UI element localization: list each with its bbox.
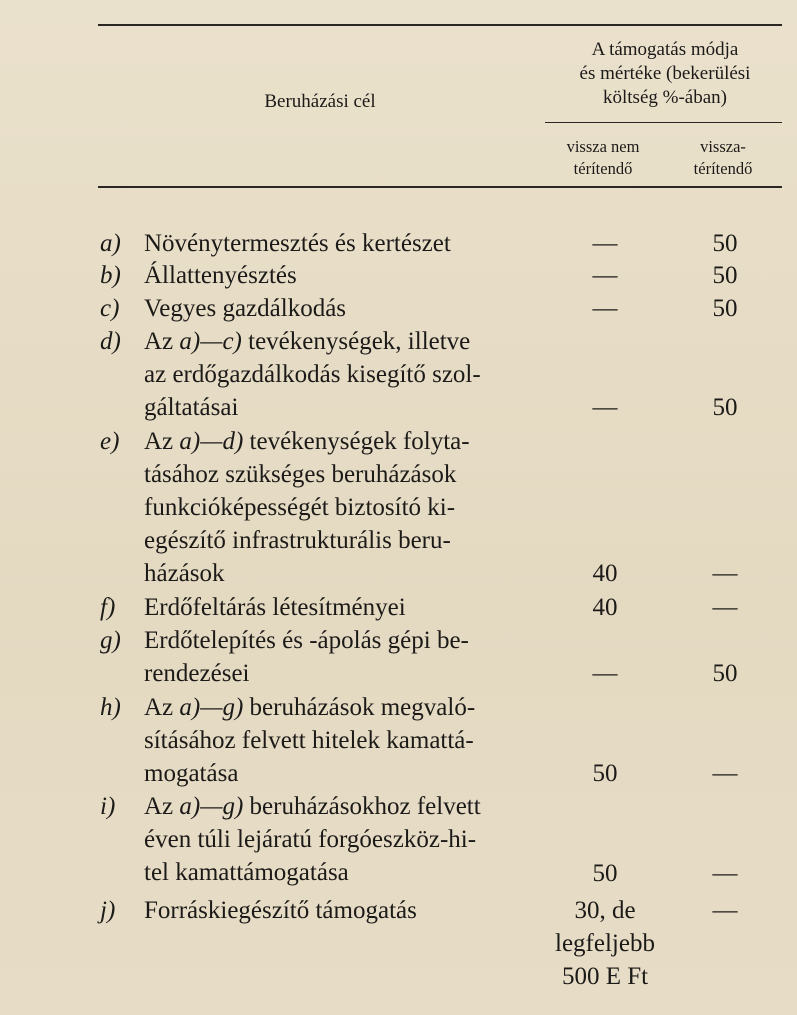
row-letter: j) — [100, 897, 116, 924]
row-text-segment: Az — [144, 694, 180, 721]
row-text-line — [100, 425, 530, 458]
header-support — [552, 38, 778, 110]
value-nonrefundable: 40 — [592, 594, 618, 621]
header-bottom-rule — [98, 186, 782, 188]
value-refundable: — — [712, 560, 738, 587]
value-nonrefundable: — — [592, 660, 618, 687]
row-letter: a) — [100, 230, 121, 257]
row-text-segment: Az — [144, 428, 180, 455]
value-nonrefundable: — — [592, 262, 618, 289]
value-refundable: 50 — [712, 394, 738, 421]
row-letter: i) — [100, 793, 116, 820]
row-text-line: egészítő infrastrukturális beru- — [144, 527, 451, 554]
row-text-line: rendezései — [144, 660, 250, 687]
row-text-segment: Az — [144, 328, 180, 355]
value-refundable: 50 — [712, 295, 738, 322]
table-row — [100, 259, 530, 292]
value-nonrefundable — [550, 894, 660, 993]
table-row — [100, 624, 530, 690]
row-text-line — [100, 790, 530, 823]
header-refundable — [668, 136, 778, 180]
value-nonrefundable: 40 — [592, 560, 618, 587]
row-text-segment: beruházások megvaló- — [243, 694, 476, 721]
row-cross-reference: a)—d) — [179, 428, 244, 455]
row-text-line: Vegyes gazdálkodás — [144, 295, 347, 322]
row-letter: d) — [100, 328, 121, 355]
row-letter: h) — [100, 694, 121, 721]
header-support-line-3: költség %-ában) — [603, 87, 727, 108]
row-cross-reference: a)—c) — [179, 328, 242, 355]
row-text-segment: beruházásokhoz felvett — [243, 793, 481, 820]
row-text-line: Forráskiegészítő támogatás — [144, 897, 417, 924]
table-row — [100, 591, 530, 624]
row-text-line: mogatása — [144, 760, 239, 787]
value-refundable: — — [712, 760, 738, 787]
value-refundable: 50 — [712, 660, 738, 687]
header-target: Beruházási cél — [264, 91, 376, 112]
value-refundable: — — [712, 594, 738, 621]
value-line: legfeljebb — [555, 930, 655, 957]
row-text-line: tel kamattámogatása — [144, 859, 349, 886]
table-row — [100, 425, 530, 590]
row-cross-reference: a)—g) — [179, 694, 244, 721]
table-row — [100, 691, 530, 790]
header-support-line-1: A támogatás módja — [591, 39, 739, 60]
table-row — [100, 325, 530, 424]
row-text-line: az erdőgazdálkodás kisegítő szol- — [144, 361, 481, 388]
header-support-line-2: és mértéke (bekerülési — [579, 63, 751, 84]
row-letter: f) — [100, 594, 116, 621]
table-row — [100, 894, 530, 927]
value-refundable: — — [712, 860, 738, 887]
row-text-line — [100, 325, 530, 358]
header-nonrefundable — [548, 136, 658, 180]
value-refundable: — — [712, 897, 738, 924]
row-text-line: tásához szükséges beruházások — [144, 461, 457, 488]
row-text-line: Növénytermesztés és kertészet — [144, 230, 451, 257]
value-refundable: 50 — [712, 262, 738, 289]
row-text-line: éven túli lejáratú forgóeszköz-hi- — [144, 826, 477, 853]
header-mid-rule — [545, 122, 782, 123]
row-text-segment: tevékenységek, illetve — [241, 328, 471, 355]
row-text-line: Állattenyésztés — [144, 262, 297, 289]
value-line: 30, de — [574, 897, 636, 924]
value-nonrefundable: — — [592, 295, 618, 322]
header-nonrefundable-line-2: térítendő — [573, 159, 633, 178]
value-line: 500 E Ft — [561, 963, 649, 990]
row-letter: e) — [100, 428, 120, 455]
header-refundable-line-1: vissza- — [700, 137, 746, 156]
row-text-line: sításához felvett hitelek kamattá- — [144, 727, 474, 754]
row-text-line: házások — [144, 560, 225, 587]
value-nonrefundable: — — [592, 230, 618, 257]
value-nonrefundable: 50 — [592, 860, 618, 887]
header-refundable-line-2: térítendő — [693, 159, 753, 178]
row-letter: b) — [100, 262, 121, 289]
row-text-line — [100, 691, 530, 724]
row-text-segment: tevékenységek folyta- — [243, 428, 470, 455]
row-text-line: gáltatásai — [144, 394, 239, 421]
row-text-segment: Az — [144, 793, 180, 820]
value-refundable: 50 — [712, 230, 738, 257]
table-row — [100, 790, 530, 889]
row-text-line: funkcióképességét biztosító ki- — [144, 494, 456, 521]
table-row — [100, 292, 530, 325]
table-top-rule — [98, 24, 782, 26]
value-nonrefundable: 50 — [592, 760, 618, 787]
row-cross-reference: a)—g) — [179, 793, 244, 820]
row-text-line: Erdőfeltárás létesítményei — [144, 594, 406, 621]
row-text-line: Erdőtelepítés és -ápolás gépi be- — [144, 627, 469, 654]
table-row — [100, 227, 530, 260]
value-nonrefundable: — — [592, 394, 618, 421]
row-letter: g) — [100, 627, 121, 654]
header-nonrefundable-line-1: vissza nem — [566, 137, 640, 156]
row-letter: c) — [100, 295, 120, 322]
